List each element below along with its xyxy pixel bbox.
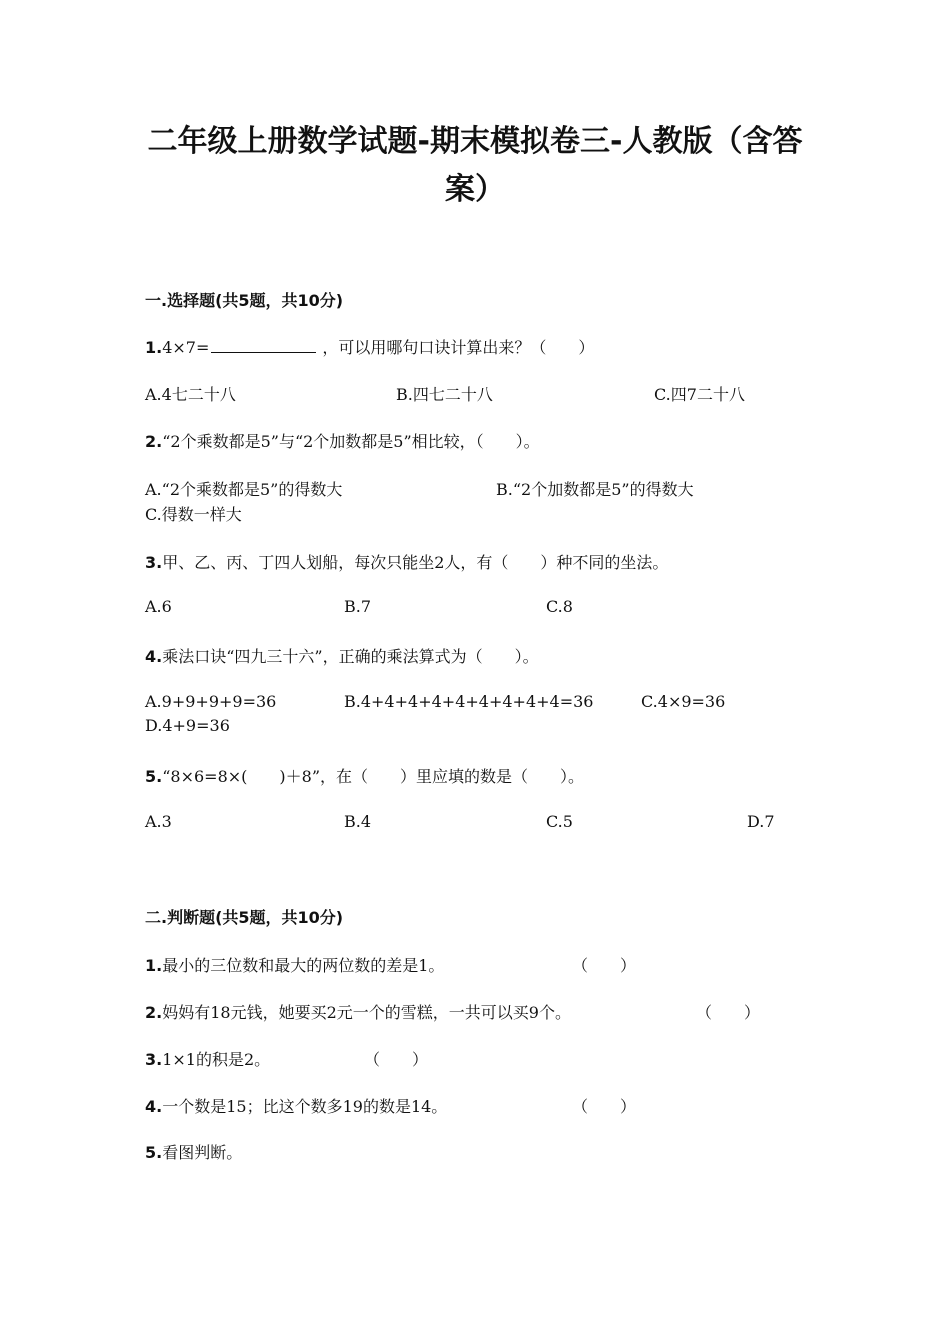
judgement-1: [145, 953, 444, 976]
option-b: B.4+4+4+4+4+4+4+4+4=36: [344, 692, 594, 711]
question-number: 3.: [145, 553, 163, 572]
question-text: 乘法口诀“四九三十六”，正确的乘法算式为（ ）。: [162, 647, 539, 666]
question-text: 1×1的积是2。: [162, 1050, 271, 1069]
option-a: A.“2个乘数都是5”的得数大: [145, 480, 343, 499]
answer-paren: （ ）: [364, 1050, 429, 1069]
answer-blank: [211, 338, 316, 353]
question-3: [145, 550, 668, 573]
question-number: 1.: [145, 338, 163, 357]
option-c: C.4×9=36: [641, 692, 726, 711]
question-2: [145, 429, 540, 452]
question-1: [145, 335, 594, 358]
question-number: 2.: [145, 1003, 163, 1022]
answer-paren: （ ）: [572, 1097, 637, 1116]
question-text: 最小的三位数和最大的两位数的差是1。: [162, 956, 445, 975]
question-text: 妈妈有18元钱，她要买2元一个的雪糕，一共可以买9个。: [162, 1003, 571, 1022]
question-number: 1.: [145, 956, 163, 975]
judgement-5: [145, 1140, 242, 1163]
question-text: 一个数是15；比这个数多19的数是14。: [162, 1097, 448, 1116]
option-a: A.4七二十八: [145, 385, 236, 404]
option-a: A.9+9+9+9=36: [145, 692, 277, 711]
judgement-2: [145, 1000, 571, 1023]
section-heading-judgement: 二.判断题(共5题，共10分): [145, 908, 344, 927]
option-b: B.4: [344, 812, 372, 831]
option-a: A.3: [145, 812, 172, 831]
question-4: [145, 644, 539, 667]
option-c: C.5: [546, 812, 573, 831]
question-text: 甲、乙、丙、丁四人划船，每次只能坐2人，有（ ）种不同的坐法。: [162, 553, 669, 572]
option-c: C.8: [546, 597, 573, 616]
question-number: 4.: [145, 647, 163, 666]
judgement-4: [145, 1094, 447, 1117]
question-text: 4×7=: [162, 338, 210, 357]
question-5: [145, 764, 584, 787]
answer-paren: （ ）: [696, 1003, 761, 1022]
section-heading-choice: 一.选择题(共5题，共10分): [145, 291, 344, 310]
answer-paren: （ ）: [572, 956, 637, 975]
option-c: C.得数一样大: [145, 505, 242, 524]
question-number: 3.: [145, 1050, 163, 1069]
judgement-3: [145, 1047, 270, 1070]
option-b: B.“2个加数都是5”的得数大: [496, 480, 694, 499]
question-number: 4.: [145, 1097, 163, 1116]
question-number: 5.: [145, 767, 163, 786]
page-title: 二年级上册数学试题-期末模拟卷三-人教版（含答案）: [147, 124, 803, 207]
question-text: “2个乘数都是5”与“2个加数都是5”相比较，（ ）。: [162, 432, 540, 451]
option-b: B.四七二十八: [396, 385, 493, 404]
question-text: “8×6=8×( )＋8”，在（ ）里应填的数是（ ）。: [162, 767, 585, 786]
option-d: D.7: [747, 812, 775, 831]
option-c: C.四7二十八: [654, 385, 745, 404]
option-d: D.4+9=36: [145, 716, 230, 735]
option-a: A.6: [145, 597, 172, 616]
question-text: ，可以用哪句口诀计算出来？（ ）: [322, 338, 595, 357]
option-b: B.7: [344, 597, 372, 616]
question-number: 5.: [145, 1143, 163, 1162]
question-text: 看图判断。: [162, 1143, 243, 1162]
question-number: 2.: [145, 432, 163, 451]
